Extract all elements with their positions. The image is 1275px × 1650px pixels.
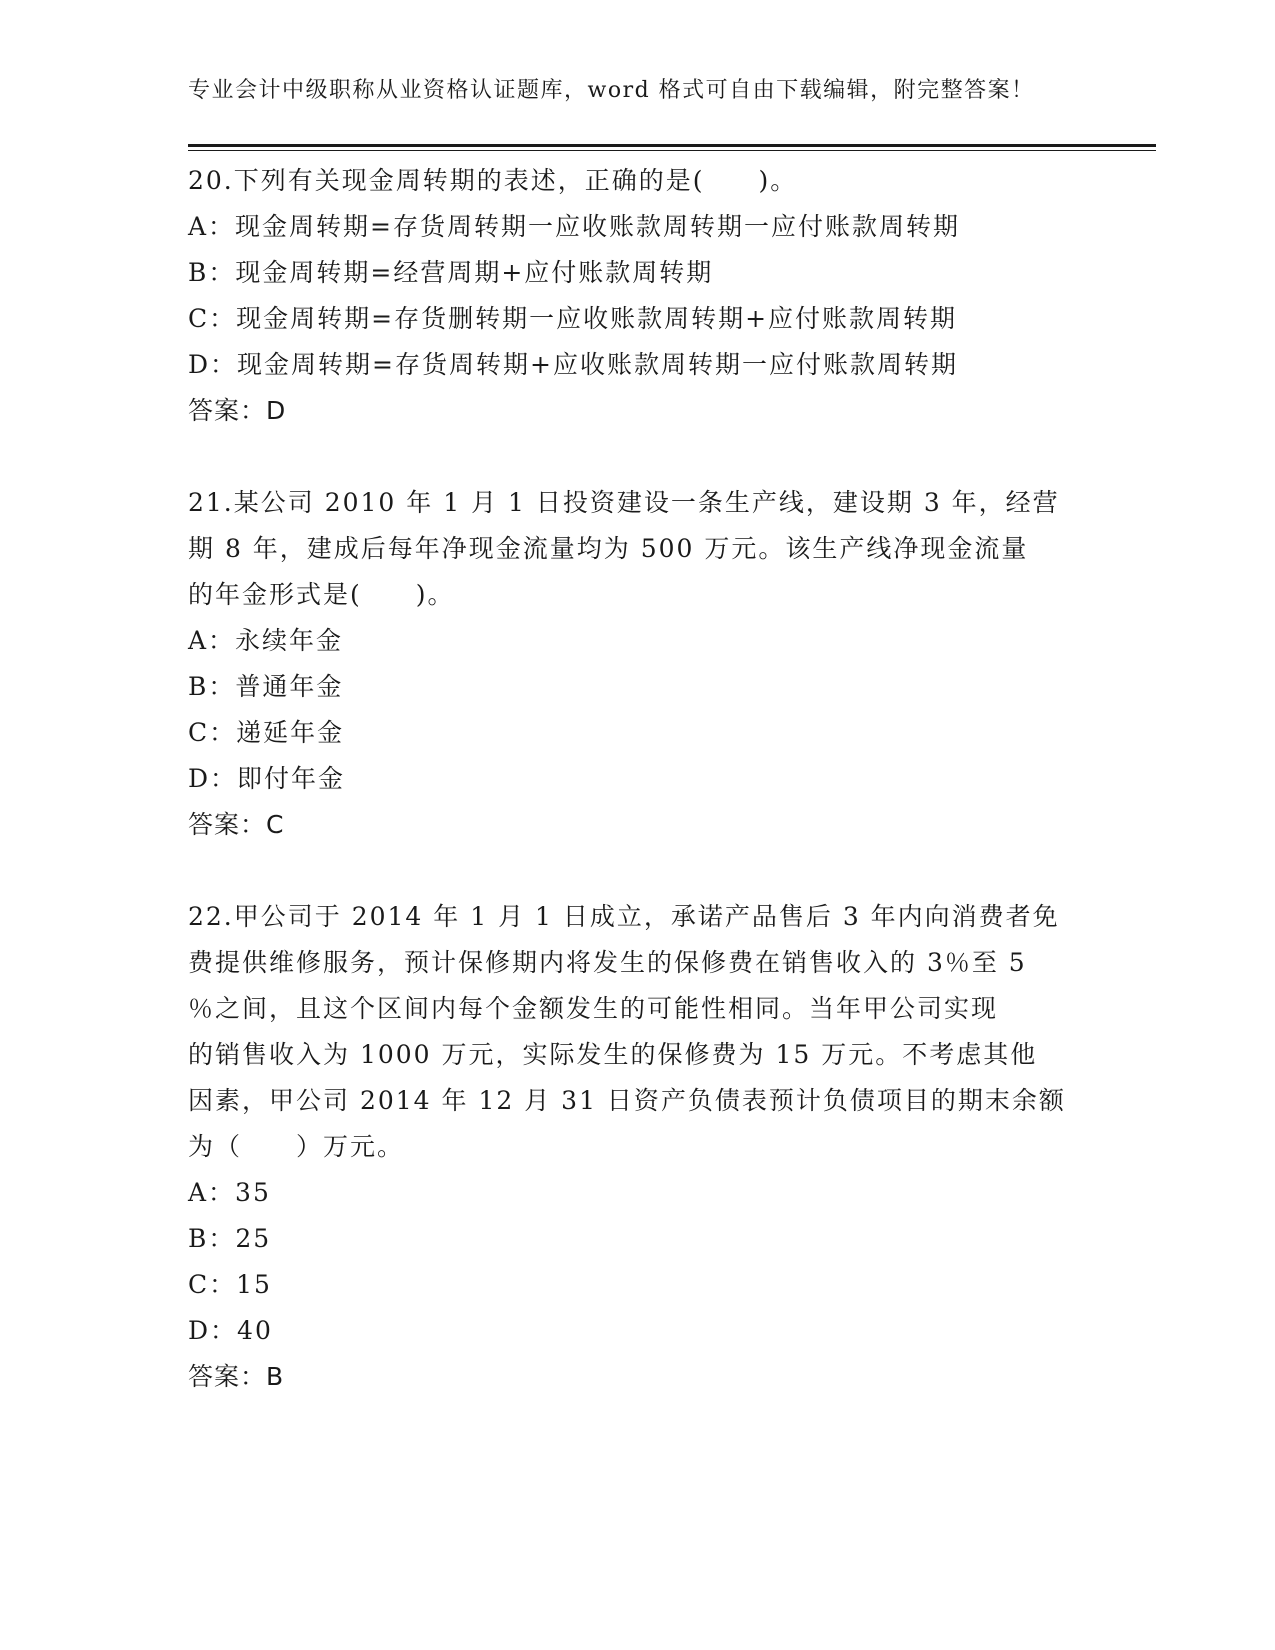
answer-line: 答案：B xyxy=(188,1362,285,1391)
question-stem-line: 20.下列有关现金周转期的表述，正确的是( )。 xyxy=(188,166,798,195)
question-stem-line: 为（ ）万元。 xyxy=(188,1132,405,1161)
option-b: B：普通年金 xyxy=(188,672,344,701)
header-rule-thick xyxy=(188,144,1156,147)
option-b: B：25 xyxy=(188,1224,272,1253)
answer-line: 答案：D xyxy=(188,396,287,425)
option-a: A：35 xyxy=(188,1178,271,1207)
question-22 xyxy=(188,894,1088,1400)
question-20 xyxy=(188,158,1088,434)
question-stem-line: 21.某公司 2010 年 1 月 1 日投资建设一条生产线，建设期 3 年，经营 xyxy=(188,488,1060,517)
question-spacer xyxy=(188,434,1088,480)
question-stem-line: 的销售收入为 1000 万元，实际发生的保修费为 15 万元。不考虑其他 xyxy=(188,1040,1038,1069)
header-rule-thin xyxy=(188,150,1156,151)
option-d: D：现金周转期=存货周转期+应收账款周转期一应付账款周转期 xyxy=(188,350,958,379)
option-d: D：即付年金 xyxy=(188,764,346,793)
question-stem-line: 费提供维修服务，预计保修期内将发生的保修费在销售收入的 3％至 5 xyxy=(188,948,1027,977)
question-stem-line: ％之间，且这个区间内每个金额发生的可能性相同。当年甲公司实现 xyxy=(188,994,999,1023)
question-stem-line: 的年金形式是( )。 xyxy=(188,580,455,609)
question-spacer xyxy=(188,848,1088,894)
question-list xyxy=(188,158,1088,1400)
option-c: C：现金周转期=存货删转期一应收账款周转期+应付账款周转期 xyxy=(188,304,958,333)
option-a: A：现金周转期=存货周转期一应收账款周转期一应付账款周转期 xyxy=(188,212,961,241)
option-c: C：15 xyxy=(188,1270,272,1299)
page-header: 专业会计中级职称从业资格认证题库，word 格式可自由下载编辑，附完整答案！ xyxy=(188,78,1035,103)
option-a: A：永续年金 xyxy=(188,626,344,655)
answer-line: 答案：C xyxy=(188,810,285,839)
option-c: C：递延年金 xyxy=(188,718,345,747)
question-21 xyxy=(188,480,1088,848)
question-stem-line: 22.甲公司于 2014 年 1 月 1 日成立，承诺产品售后 3 年内向消费者免 xyxy=(188,902,1060,931)
question-stem-line: 因素，甲公司 2014 年 12 月 31 日资产负债表预计负债项目的期末余额 xyxy=(188,1086,1066,1115)
option-b: B：现金周转期=经营周期+应付账款周转期 xyxy=(188,258,714,287)
option-d: D：40 xyxy=(188,1316,273,1345)
question-stem-line: 期 8 年，建成后每年净现金流量均为 500 万元。该生产线净现金流量 xyxy=(188,534,1029,563)
